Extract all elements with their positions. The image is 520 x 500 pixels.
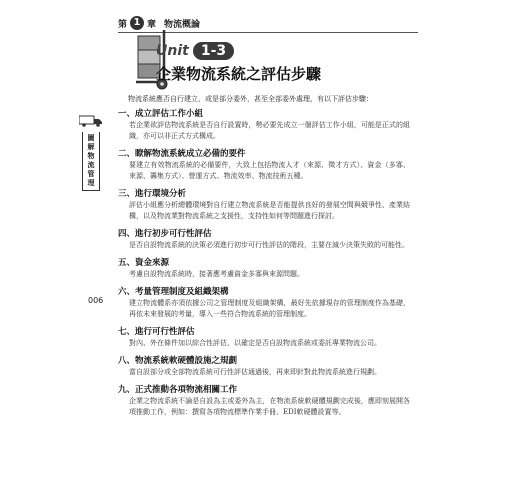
chapter-suffix: 章 bbox=[147, 19, 157, 30]
section-heading: 八、物流系統軟硬體設施之規劃 bbox=[118, 356, 238, 366]
section-body: 評估小組應分析總體環境對自行建立物流系統是否能提供良好的發展空間與競爭性、產業結構，以及物流業對物流系統之支援性，支持性如何等問題進行探討。 bbox=[129, 201, 410, 220]
section bbox=[118, 228, 410, 251]
unit-title: 企業物流系統之評估步驟 bbox=[156, 65, 322, 83]
unit-block bbox=[156, 42, 321, 84]
section bbox=[118, 257, 410, 280]
section bbox=[118, 108, 410, 142]
section-body: 建立物流體系亦須依據公司之管理制度及組織架構，最好先依據現存的管理制度作為基礎，再依未來發展的考量，導入一些符合物流系統的管理制度。 bbox=[129, 299, 410, 318]
section bbox=[118, 188, 410, 222]
sidebar-label-char: 理 bbox=[87, 179, 95, 187]
section-body: 考慮自設物流系統時，接著應考慮資金多寡與來源問題。 bbox=[129, 270, 304, 278]
chapter-title: 物流概論 bbox=[164, 19, 201, 30]
unit-label: Unit bbox=[156, 43, 189, 59]
sections-list bbox=[118, 108, 410, 424]
unit-number: 1-3 bbox=[193, 42, 234, 60]
section-body: 企業之物流系統不論是自設為主或委外為主，在物流系統軟硬體規劃完成後，應即刻展開各項推動工作，例如：撰寫各項物流標準作業手冊、EDI軟硬體設置等。 bbox=[129, 397, 410, 416]
section-heading: 四、進行初步可行性評估 bbox=[118, 229, 212, 239]
sidebar-label-char: 物 bbox=[87, 152, 95, 160]
section-heading: 六、考量管理制度及組織架構 bbox=[118, 287, 229, 297]
sidebar-label-char: 解 bbox=[87, 143, 95, 151]
section-body: 若企業欲評估物流系統是否自行設置時，勢必要先成立一個評估工作小組，可能是正式的組織，亦可以非正式方式構成。 bbox=[129, 121, 410, 140]
section-heading: 一、成立評估工作小組 bbox=[118, 109, 204, 119]
section bbox=[118, 355, 410, 378]
sidebar-label-char: 流 bbox=[87, 161, 95, 169]
chapter-prefix: 第 bbox=[118, 19, 128, 30]
section-body: 對內、外在條件加以綜合性評估，以確定是否自設物流系統或委託專業物流公司。 bbox=[129, 339, 381, 347]
section-body: 要建立有效物流系統的必備要件，大致上包括物流人才（來源、徵才方式）、資金（多寡、來源、籌集方式）、營運方式、物流效率、物流技術五種。 bbox=[129, 161, 410, 180]
section-heading: 五、資金來源 bbox=[118, 258, 170, 268]
section bbox=[118, 286, 410, 320]
truck-icon bbox=[79, 115, 103, 127]
section-heading: 九、正式推動各項物流相關工作 bbox=[118, 385, 238, 395]
sidebar-label-char: 管 bbox=[87, 170, 95, 178]
section bbox=[118, 326, 410, 349]
chapter-number-badge: 1 bbox=[130, 16, 144, 30]
section-heading: 三、進行環境分析 bbox=[118, 189, 187, 199]
section-body: 當自設部分或全部物流系統可行性評估通過後，再來即針對此物流系統進行規劃。 bbox=[129, 368, 381, 376]
section bbox=[118, 148, 410, 182]
section bbox=[118, 384, 410, 418]
sidebar-label bbox=[82, 132, 100, 191]
sidebar-tab bbox=[82, 112, 100, 191]
section-body: 是否自設物流系統的決策必須進行初步可行性評估的階段，主要在減少決策失敗的可能性。 bbox=[129, 241, 409, 249]
intro-paragraph: 物流系統應否自行建立，或是部分委外，甚至全部委外處理，有以下評估步驟： bbox=[128, 95, 373, 103]
page-number: 006 bbox=[88, 296, 104, 305]
sidebar-label-char: 圖 bbox=[87, 134, 95, 142]
section-heading: 七、進行可行性評估 bbox=[118, 327, 195, 337]
section-heading: 二、瞭解物流系統成立必備的要件 bbox=[118, 149, 246, 159]
